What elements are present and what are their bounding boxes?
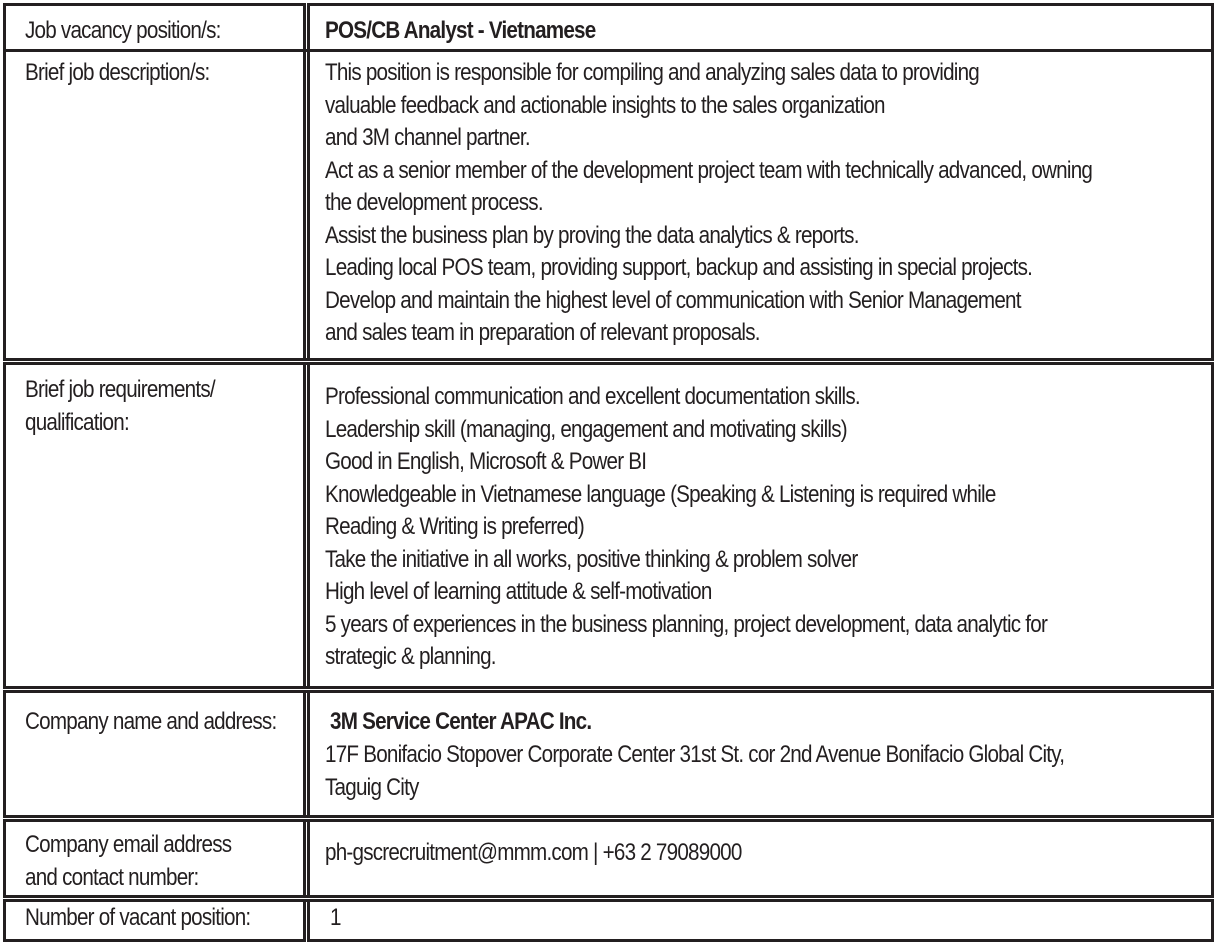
table-bottom-border — [3, 939, 1214, 942]
address-line: 17F Bonifacio Stopover Corporate Center 31st St. cor 2nd Avenue Bonifacio Global City, — [325, 741, 1065, 768]
position-value: POS/CB Analyst - Vietnamese — [325, 17, 596, 44]
company-name: 3M Service Center APAC Inc. — [330, 708, 592, 735]
row-divider — [3, 686, 1214, 693]
vacancies-label: Number of vacant position: — [25, 904, 251, 931]
column-divider — [303, 3, 310, 942]
description-line: Leading local POS team, providing support, backup and assisting in special projects. — [325, 254, 1033, 281]
requirement-line: Good in English, Microsoft & Power BI — [325, 448, 647, 475]
description-line: and 3M channel partner. — [325, 124, 530, 151]
requirement-line: High level of learning attitude & self-motivation — [325, 578, 712, 605]
requirements-label: Brief job requirements/ qualification: — [25, 376, 215, 436]
requirement-line: Leadership skill (managing, engagement and motivating skills) — [325, 415, 847, 443]
row-divider — [3, 895, 1214, 902]
row-divider — [3, 358, 1214, 365]
address-line: Taguig City — [325, 773, 419, 801]
position-label: Job vacancy position/s: — [25, 17, 221, 44]
description-line: Develop and maintain the highest level of communication with Senior Management — [325, 286, 1021, 314]
table-top-border — [3, 3, 1214, 6]
table-right-border — [1211, 3, 1214, 942]
description-line: valuable feedback and actionable insights to the sales organization — [325, 91, 885, 119]
requirement-line: 5 years of experiences in the business planning, project development, data analytic for — [325, 610, 1048, 638]
contact-label: Company email address and contact number: — [25, 831, 232, 891]
description-line: Assist the business plan by proving the data analytics & reports. — [325, 221, 859, 249]
description-line: and sales team in preparation of relevant proposals. — [325, 319, 760, 346]
row-divider — [3, 815, 1214, 822]
vacancies-value: 1 — [330, 904, 341, 931]
table-left-border — [3, 3, 6, 942]
contact-value: ph-gscrecruitment@mmm.com | +63 2 79089000 — [325, 839, 742, 866]
description-line: the development process. — [325, 189, 543, 216]
company-address — [325, 739, 1205, 804]
requirement-line: Professional communication and excellent documentation skills. — [325, 383, 860, 410]
description-line: This position is responsible for compiling and analyzing sales data to providing — [325, 59, 980, 86]
company-label: Company name and address: — [25, 708, 277, 735]
description-label: Brief job description/s: — [25, 59, 210, 86]
row-divider — [3, 49, 1214, 52]
requirement-line: Reading & Writing is preferred) — [325, 513, 584, 540]
requirement-line: Knowledgeable in Vietnamese language (Speaking & Listening is required while — [325, 480, 996, 508]
requirement-line: Take the initiative in all works, positive thinking & problem solver — [325, 545, 858, 573]
description-line: Act as a senior member of the development project team with technically advanced, owning — [325, 156, 1093, 184]
requirements-text — [325, 381, 1205, 674]
description-text — [325, 57, 1205, 350]
requirement-line: strategic & planning. — [325, 643, 496, 670]
